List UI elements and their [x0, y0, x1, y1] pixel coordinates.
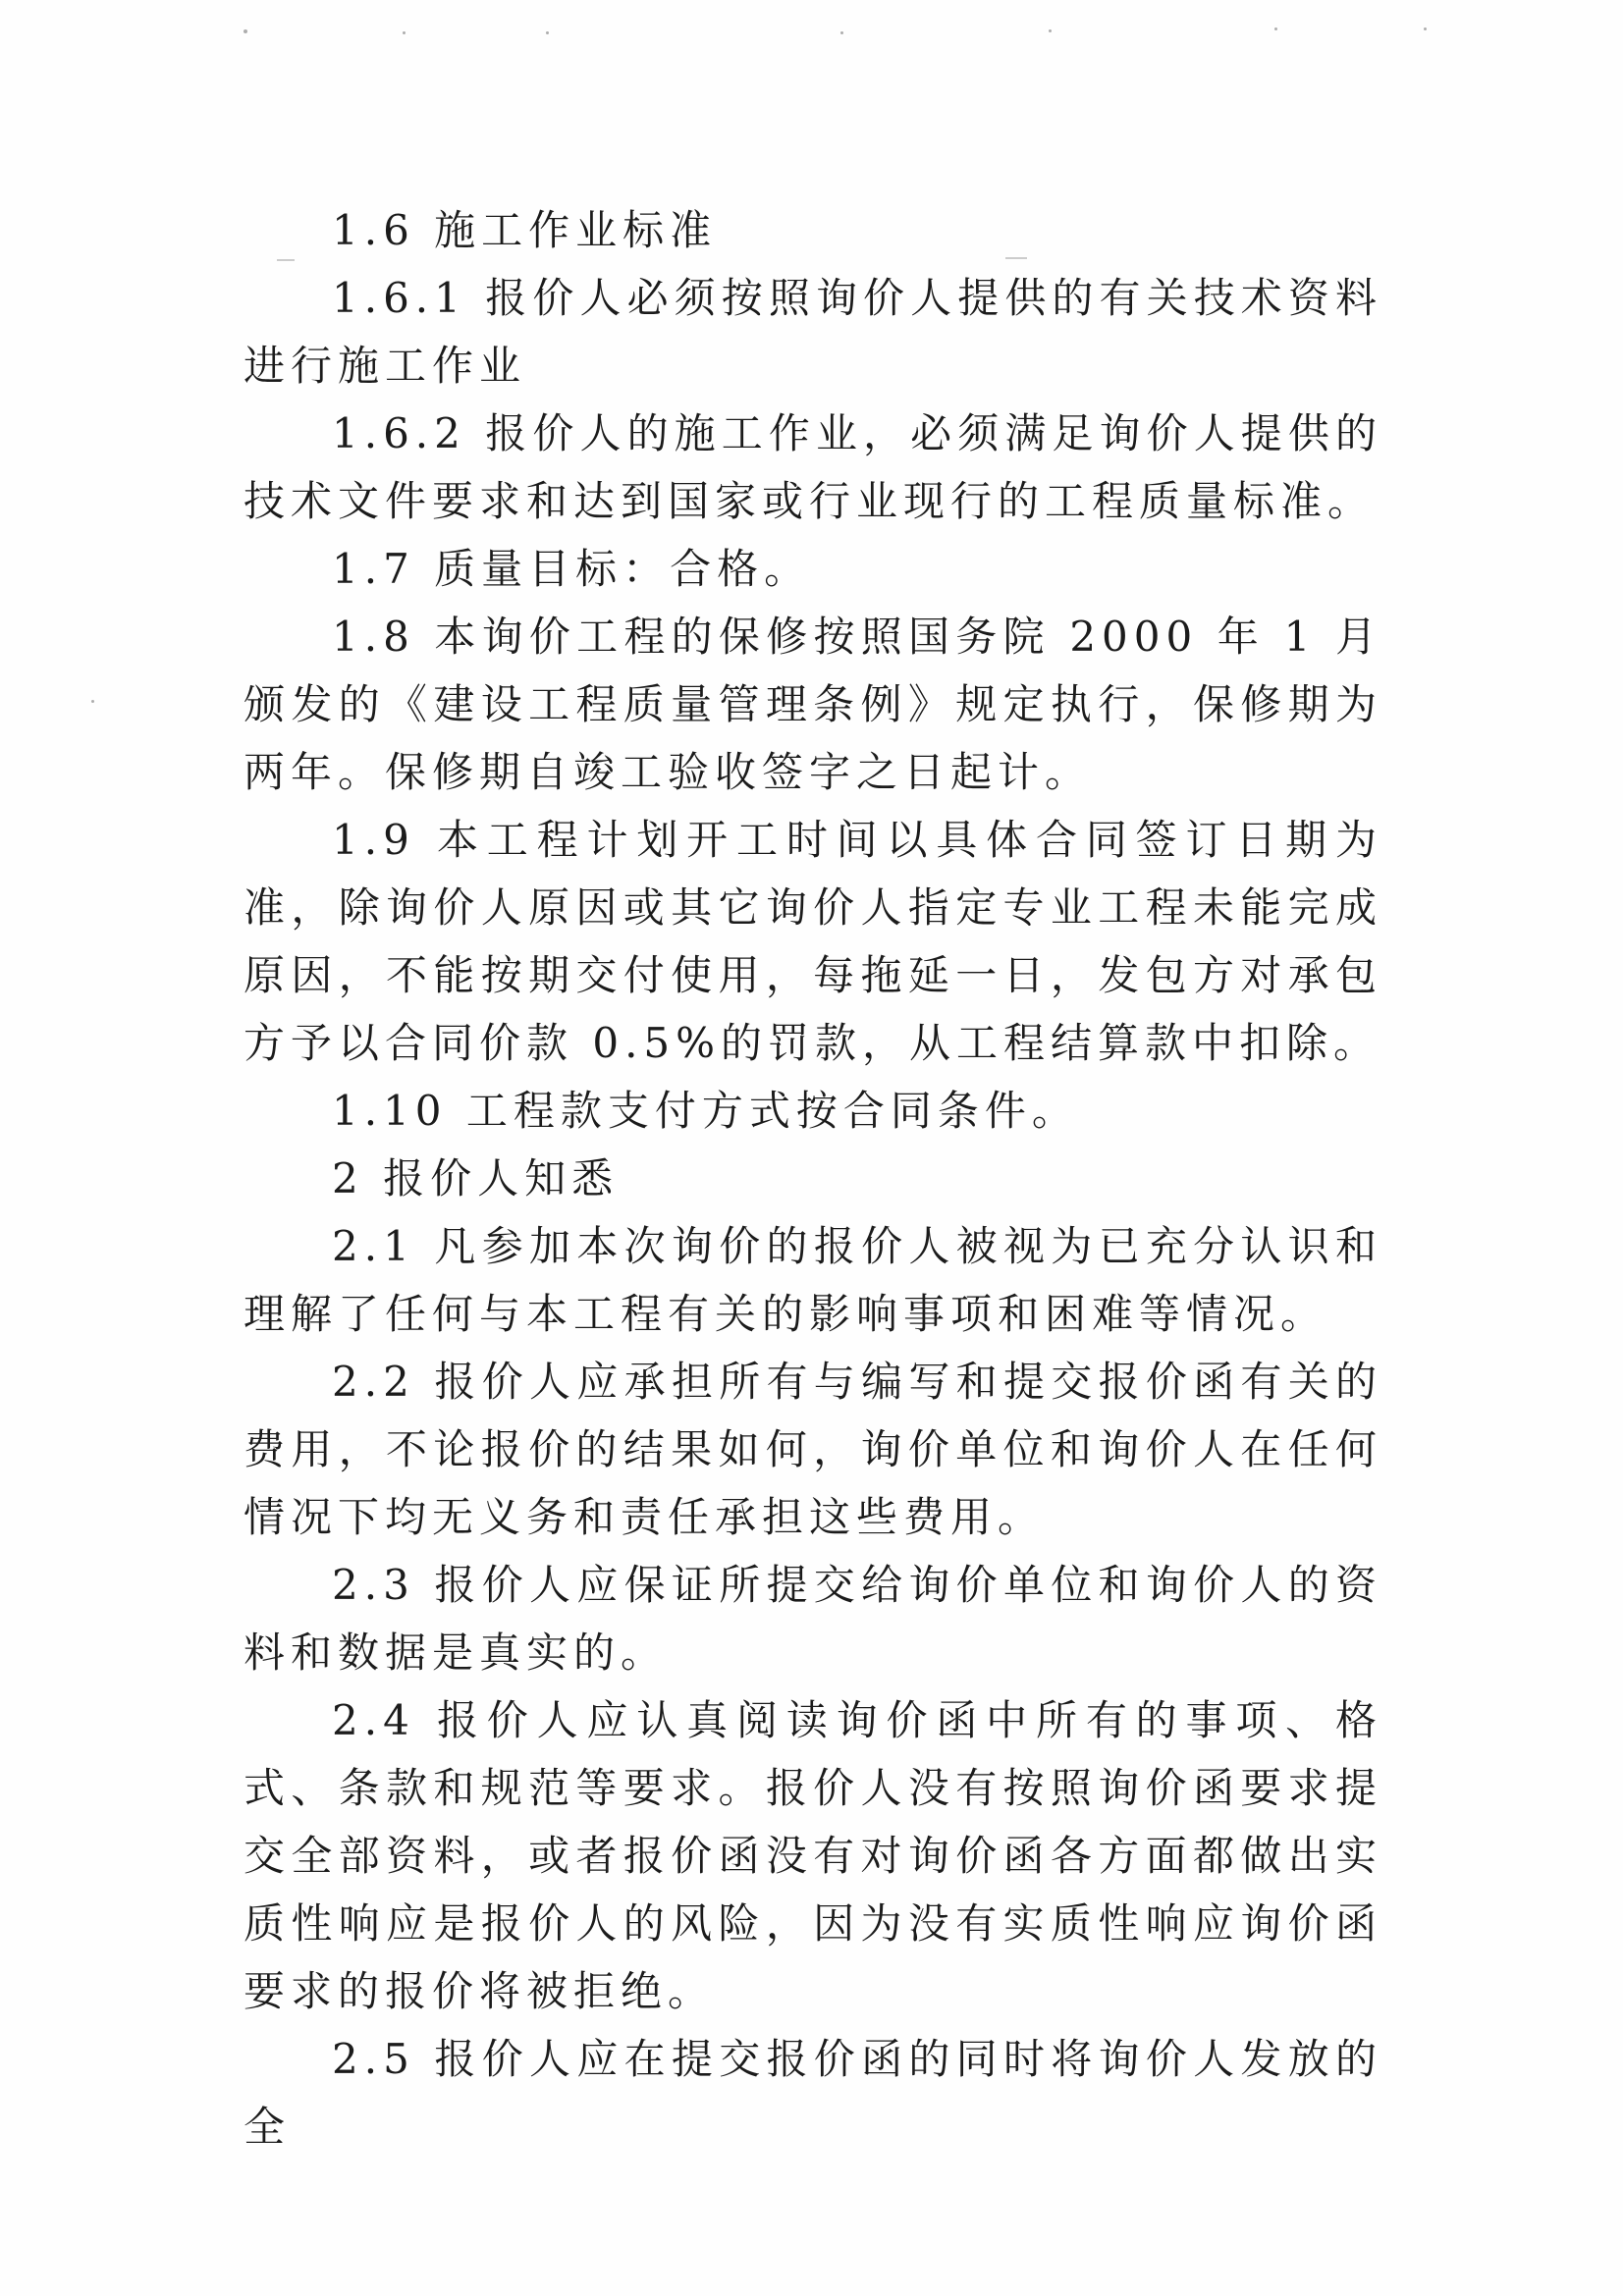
- document-body: [243, 196, 1382, 2161]
- paragraph: 2.4 报价人应认真阅读询价函中所有的事项、格式、条款和规范等要求。报价人没有按照询价函要求提交全部资料，或者报价函没有对询价函各方面都做出实质性响应是报价人的风险，因为没有实质性响应询价函要求的报价将被拒绝。: [243, 1696, 1382, 2015]
- paragraph: 2.3 报价人应保证所提交给询价单位和询价人的资料和数据是真实的。: [243, 1561, 1382, 1677]
- paragraph: 1.6.1 报价人必须按照询价人提供的有关技术资料进行施工作业: [243, 274, 1382, 390]
- scan-speck: [1049, 29, 1052, 32]
- paragraph: 1.7 质量目标：合格。: [332, 545, 812, 593]
- scan-speck: [1424, 27, 1427, 30]
- scan-speck: [91, 700, 94, 703]
- paragraph: 1.8 本询价工程的保修按照国务院 2000 年 1 月颁发的《建设工程质量管理条例》规定执行，保修期为两年。保修期自竣工验收签字之日起计。: [243, 613, 1382, 796]
- paragraph: 2.2 报价人应承担所有与编写和提交报价函有关的费用，不论报价的结果如何，询价单位和询价人在任何情况下均无义务和责任承担这些费用。: [243, 1358, 1382, 1541]
- scan-speck: [840, 31, 843, 34]
- paragraph: 1.10 工程款支付方式按合同条件。: [332, 1087, 1079, 1135]
- paragraph: 1.6 施工作业标准: [332, 206, 718, 254]
- paragraph: 2.1 凡参加本次询价的报价人被视为已充分认识和理解了任何与本工程有关的影响事项和困难等情况。: [243, 1222, 1382, 1338]
- paragraph: 2.5 报价人应在提交报价函的同时将询价人发放的全: [243, 2035, 1382, 2151]
- scan-speck: [1274, 27, 1277, 30]
- scan-speck: [403, 31, 406, 34]
- paragraph: 2 报价人知悉: [332, 1154, 620, 1202]
- paragraph: 1.9 本工程计划开工时间以具体合同签订日期为准，除询价人原因或其它询价人指定专业工程未能完成原因，不能按期交付使用，每拖延一日，发包方对承包方予以合同价款 0.5%的罚款，从工程结算款中扣除。: [243, 816, 1382, 1067]
- paragraph: 1.6.2 报价人的施工作业，必须满足询价人提供的技术文件要求和达到国家或行业现行的工程质量标准。: [243, 409, 1382, 525]
- scan-speck: [546, 31, 549, 34]
- scan-speck: [243, 29, 247, 33]
